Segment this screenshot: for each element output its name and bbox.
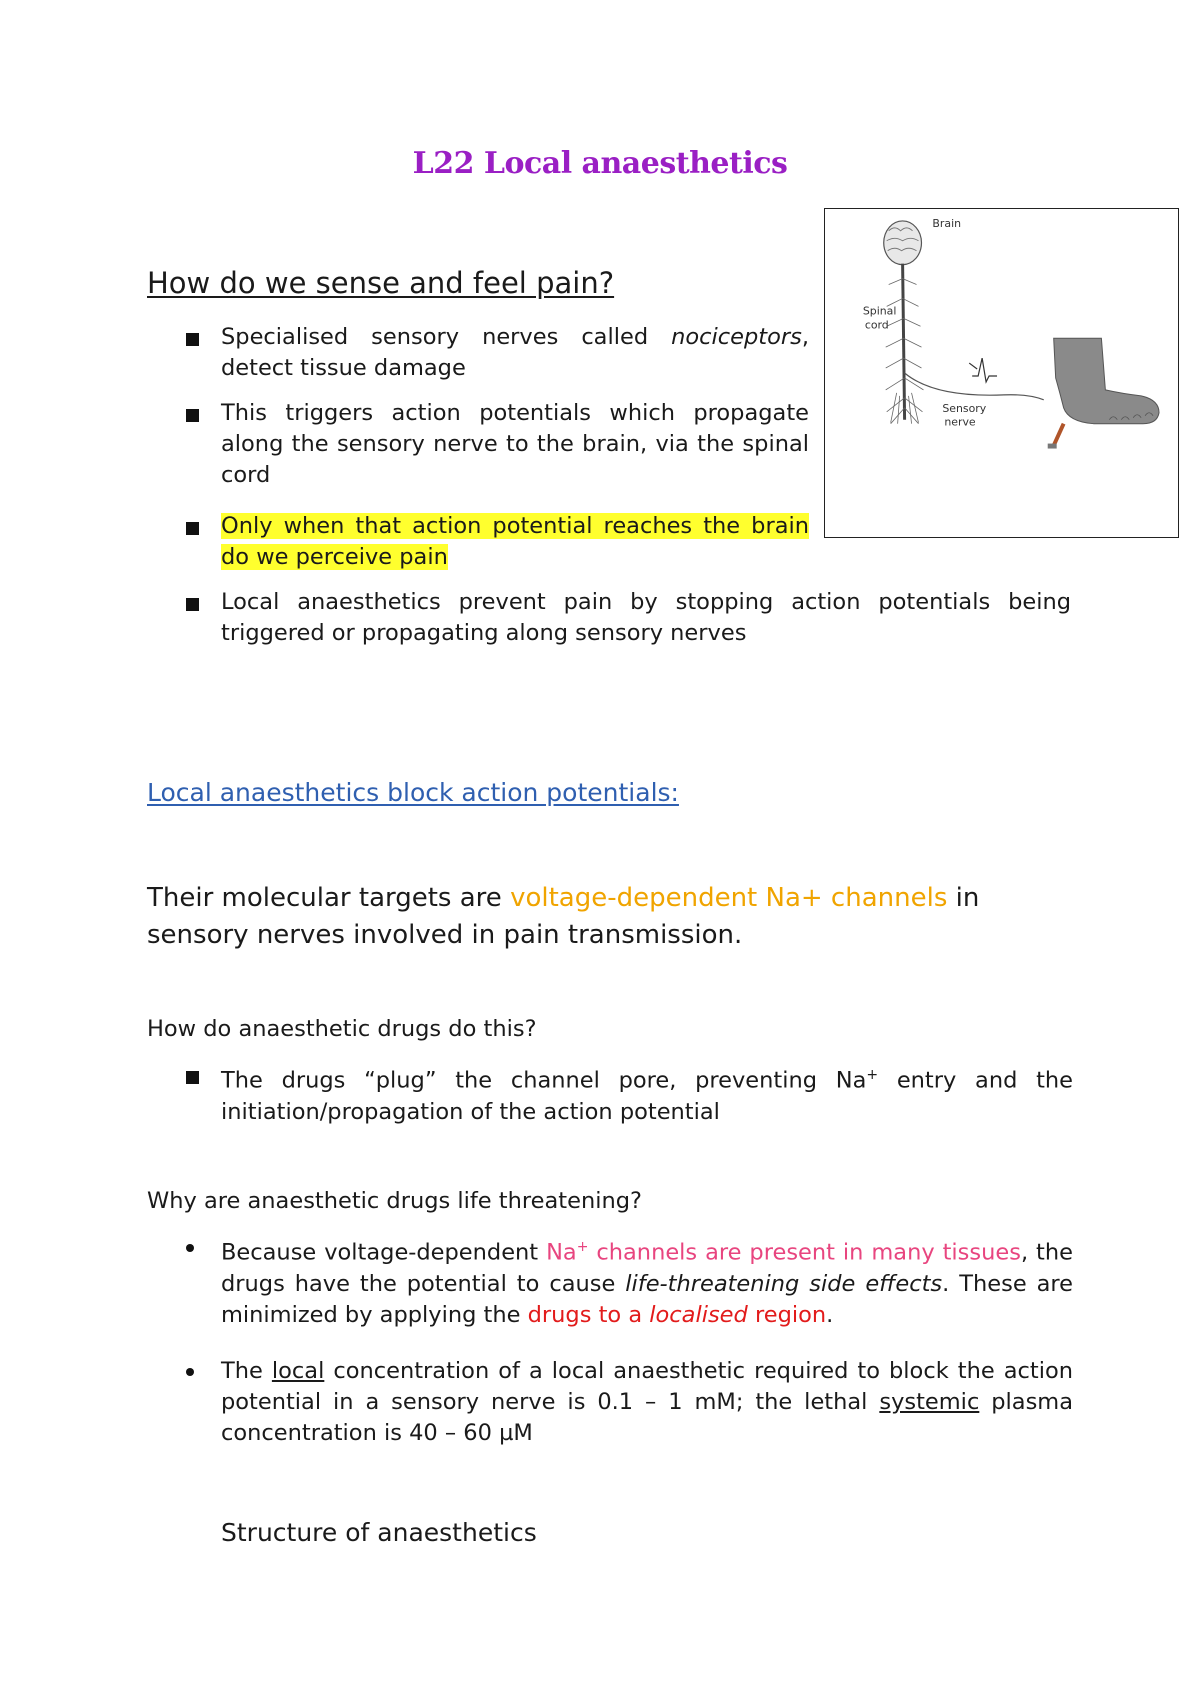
label-nerve: nerve: [944, 415, 976, 429]
section-heading-pain: How do we sense and feel pain?: [147, 266, 615, 300]
arrow-icon: [969, 363, 977, 369]
spinal-cord-icon: [886, 264, 924, 424]
pin-icon: [1048, 424, 1064, 449]
section-heading-block: Local anaesthetics block action potentials:: [147, 778, 679, 807]
bullet-square-icon: [186, 1071, 199, 1084]
brain-icon: [884, 221, 922, 265]
bullet-square-icon: [186, 333, 199, 346]
sensory-nerve-line: [905, 373, 1044, 400]
brain-spinal-cord-foot-illustration: [825, 209, 1178, 537]
bullet-local-anaesthetics: Local anaesthetics prevent pain by stopping action potentials being triggered or propagating along sensory nerves: [221, 589, 1071, 646]
action-potential-icon: [972, 358, 997, 382]
bullet-square-icon: [186, 409, 199, 422]
bullet-side-effects: Because voltage-dependent Na+ channels are present in many tissues, the drugs have the potential to cause life-threatening side effects. These are minimized by applying the drugs to a localised region.: [221, 1239, 1074, 1328]
bullet-dot-icon: [186, 1368, 194, 1376]
bullet-dot-icon: [186, 1244, 194, 1252]
question-how: How do anaesthetic drugs do this?: [147, 1016, 537, 1042]
bullet-plug-channel: The drugs “plug” the channel pore, preventing Na+ entry and the initiation/propagation of the action potential: [221, 1067, 1074, 1125]
question-why: Why are anaesthetic drugs life threatening?: [147, 1188, 642, 1214]
label-spinal: Spinal: [862, 304, 897, 318]
page-title: L22 Local anaesthetics: [412, 146, 788, 181]
bullet-nociceptors: Specialised sensory nerves called nociceptors, detect tissue damage: [221, 324, 809, 381]
bullet-square-icon: [186, 522, 199, 535]
bullet-square-icon: [186, 598, 199, 611]
label-cord: cord: [864, 318, 889, 332]
structure-heading: Structure of anaesthetics: [221, 1518, 537, 1547]
bullet-triggers: This triggers action potentials which propagate along the sensory nerve to the brain, via the spinal cord: [221, 400, 809, 488]
foot-icon: [1054, 338, 1159, 423]
molecular-targets-text: Their molecular targets are voltage-dependent Na+ channels in sensory nerves involved in pain transmission.: [147, 883, 980, 950]
nerve-pathway-figure: [824, 208, 1179, 538]
label-brain: Brain: [932, 216, 962, 230]
bullet-concentration: The local concentration of a local anaesthetic required to block the action potential in a sensory nerve is 0.1 – 1 mM; the lethal systemic plasma concentration is 40 – 60 µM: [221, 1358, 1073, 1446]
label-sensory: Sensory: [942, 401, 987, 415]
bullet-perceive-pain: Only when that action potential reaches the brain do we perceive pain: [221, 513, 809, 570]
